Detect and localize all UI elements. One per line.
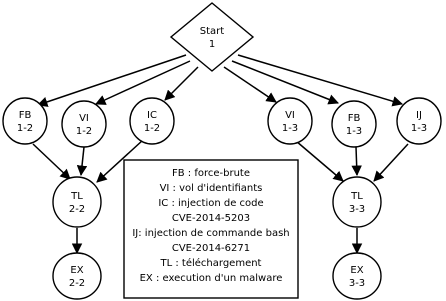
legend-line-8: EX : execution d'un malware: [139, 273, 283, 284]
svg-text:VI: VI: [285, 110, 295, 121]
svg-text:VI: VI: [79, 113, 89, 124]
node-vi-1-3: [268, 98, 312, 144]
edge-vi12-tl22: [81, 147, 84, 175]
svg-text:1-2: 1-2: [75, 126, 93, 137]
svg-text:TL: TL: [71, 191, 83, 202]
svg-text:TL: TL: [351, 191, 363, 202]
svg-text:2-2: 2-2: [68, 204, 86, 215]
node-ex-2-2: [53, 253, 101, 299]
svg-text:1-3: 1-3: [281, 123, 299, 134]
edge-ij13-tl33: [374, 144, 408, 181]
svg-text:1-3: 1-3: [345, 126, 363, 137]
svg-text:FB: FB: [347, 113, 361, 124]
start-label: Start: [199, 26, 225, 37]
node-ex-3-3: [333, 253, 381, 299]
svg-text:FB: FB: [18, 110, 32, 121]
svg-text:1-2: 1-2: [16, 123, 34, 134]
legend-line-5: IJ: injection de commande bash: [132, 228, 290, 239]
legend-line-7: TL : téléchargement: [160, 258, 262, 269]
node-ij-1-3: [397, 98, 441, 144]
legend-line-3: IC : injection de code: [158, 198, 264, 209]
svg-text:2-2: 2-2: [68, 278, 86, 289]
node-tl-2-2: [53, 177, 101, 227]
node-fb-1-2: [3, 98, 47, 144]
edge-start-ic12: [165, 67, 198, 100]
svg-text:IC: IC: [147, 110, 157, 121]
node-fb-1-3: [332, 101, 376, 147]
svg-text:EX: EX: [70, 265, 84, 276]
svg-text:3-3: 3-3: [348, 204, 366, 215]
legend-line-1: FB : force-brute: [172, 168, 250, 179]
svg-text:3-3: 3-3: [348, 278, 366, 289]
node-vi-1-2: [62, 101, 106, 147]
svg-text:1-2: 1-2: [143, 123, 161, 134]
edge-start-fb13: [232, 61, 338, 103]
edge-start-vi13: [224, 67, 276, 102]
svg-text:IJ: IJ: [416, 110, 422, 121]
legend-line-2: VI : vol d'identifiants: [159, 183, 263, 194]
node-ic-1-2: [130, 98, 174, 144]
svg-text:EX: EX: [350, 265, 364, 276]
legend-box: [124, 160, 298, 298]
svg-text:1-3: 1-3: [410, 123, 428, 134]
edge-start-vi12: [96, 61, 190, 104]
edge-fb13-tl33: [356, 147, 357, 175]
edge-fb12-tl22: [33, 144, 70, 179]
node-tl-3-3: [333, 177, 381, 227]
start-number: 1: [208, 39, 216, 50]
start-node: [171, 3, 253, 71]
legend-line-4: CVE-2014-5203: [171, 213, 251, 224]
edge-vi13-tl33: [296, 141, 343, 181]
legend-line-6: CVE-2014-6271: [171, 243, 251, 254]
